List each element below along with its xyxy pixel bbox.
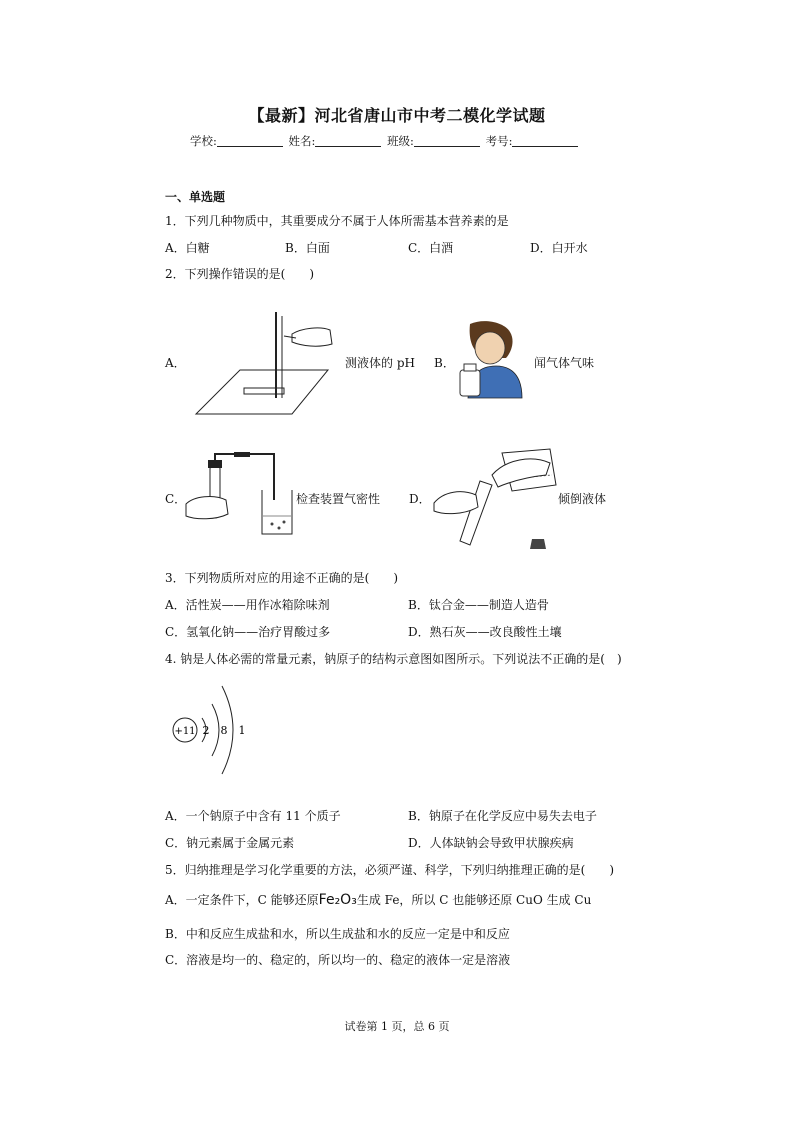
- q5-stem: 5．归纳推理是学习化学重要的方法，必须严谨、科学，下列归纳推理正确的是( ): [165, 863, 615, 877]
- q3-option-b: B．钛合金——制造人造骨: [408, 598, 549, 612]
- school-blank: [217, 134, 283, 147]
- q5-option-a-text-after: 生成 Fe，所以 C 也能够还原 CuO 生成 Cu: [356, 893, 592, 907]
- q1-option-b: B．白面: [285, 241, 330, 255]
- name-blank: [315, 134, 381, 147]
- q2-caption-b: 闻气体气味: [534, 356, 595, 370]
- name-label: 姓名:: [288, 134, 316, 148]
- q2-letter-d: D．: [409, 492, 431, 506]
- q3-stem: 3．下列物质所对应的用途不正确的是( ): [165, 571, 398, 585]
- shell-1-electrons: 2: [202, 724, 210, 737]
- sodium-atom-structure-diagram: [170, 680, 260, 780]
- shell-2-electrons: 8: [220, 724, 228, 737]
- q1-option-c: C．白酒: [408, 241, 454, 255]
- q4-option-d: D．人体缺钠会导致甲状腺疾病: [408, 836, 574, 850]
- shell-3-electrons: 1: [238, 724, 246, 737]
- class-blank: [414, 134, 480, 147]
- q2-letter-c: C．: [165, 492, 187, 506]
- pouring-liquid-illustration: [432, 445, 560, 555]
- nucleus-charge: +11: [174, 726, 196, 737]
- section-title: 一、单选题: [165, 190, 226, 204]
- q4-option-a: A．一个钠原子中含有 11 个质子: [165, 809, 341, 823]
- q5-option-a-text-before: A．一定条件下，C 能够还原: [165, 893, 319, 907]
- exam-number-blank: [512, 134, 578, 147]
- airtightness-check-illustration: [184, 452, 296, 542]
- q3-option-a: A．活性炭——用作冰箱除味剂: [165, 598, 330, 612]
- student-info-line: [190, 133, 580, 149]
- q1-option-a: A．白糖: [165, 241, 210, 255]
- q1-stem: 1．下列几种物质中，其重要成分不属于人体所需基本营养素的是: [165, 214, 509, 228]
- page-title: 【最新】河北省唐山市中考二模化学试题: [248, 106, 546, 125]
- q2-caption-d: 倾倒液体: [558, 492, 607, 506]
- smell-gas-illustration: [456, 318, 528, 400]
- school-label: 学校:: [190, 134, 217, 148]
- q5-option-b: B．中和反应生成盐和水，所以生成盐和水的反应一定是中和反应: [165, 927, 510, 941]
- q2-caption-a: 测液体的 pH: [345, 356, 415, 370]
- q2-letter-b: B．: [434, 356, 455, 370]
- fe2o3-formula: Fe₂O₃: [318, 892, 357, 908]
- q5-option-c: C．溶液是均一的、稳定的，所以均一的、稳定的液体一定是溶液: [165, 953, 511, 967]
- q4-stem: 4. 钠是人体必需的常量元素，钠原子的结构示意图如图所示。下列说法不正确的是( ): [165, 652, 622, 666]
- ph-test-illustration: [192, 308, 342, 418]
- q4-option-b: B．钠原子在化学反应中易失去电子: [408, 809, 597, 823]
- q1-option-d: D．白开水: [530, 241, 588, 255]
- q5-option-a: [165, 891, 591, 908]
- class-label: 班级:: [387, 134, 414, 148]
- q2-stem: 2．下列操作错误的是( ): [165, 267, 314, 281]
- exam-number-label: 考号:: [485, 134, 513, 148]
- q2-letter-a: A．: [165, 356, 186, 370]
- q4-option-c: C．钠元素属于金属元素: [165, 836, 295, 850]
- q3-option-d: D．熟石灰——改良酸性土壤: [408, 625, 562, 639]
- page-footer: 试卷第 1 页，总 6 页: [344, 1020, 450, 1033]
- q3-option-c: C．氢氧化钠——治疗胃酸过多: [165, 625, 331, 639]
- q2-caption-c: 检查装置气密性: [296, 492, 381, 506]
